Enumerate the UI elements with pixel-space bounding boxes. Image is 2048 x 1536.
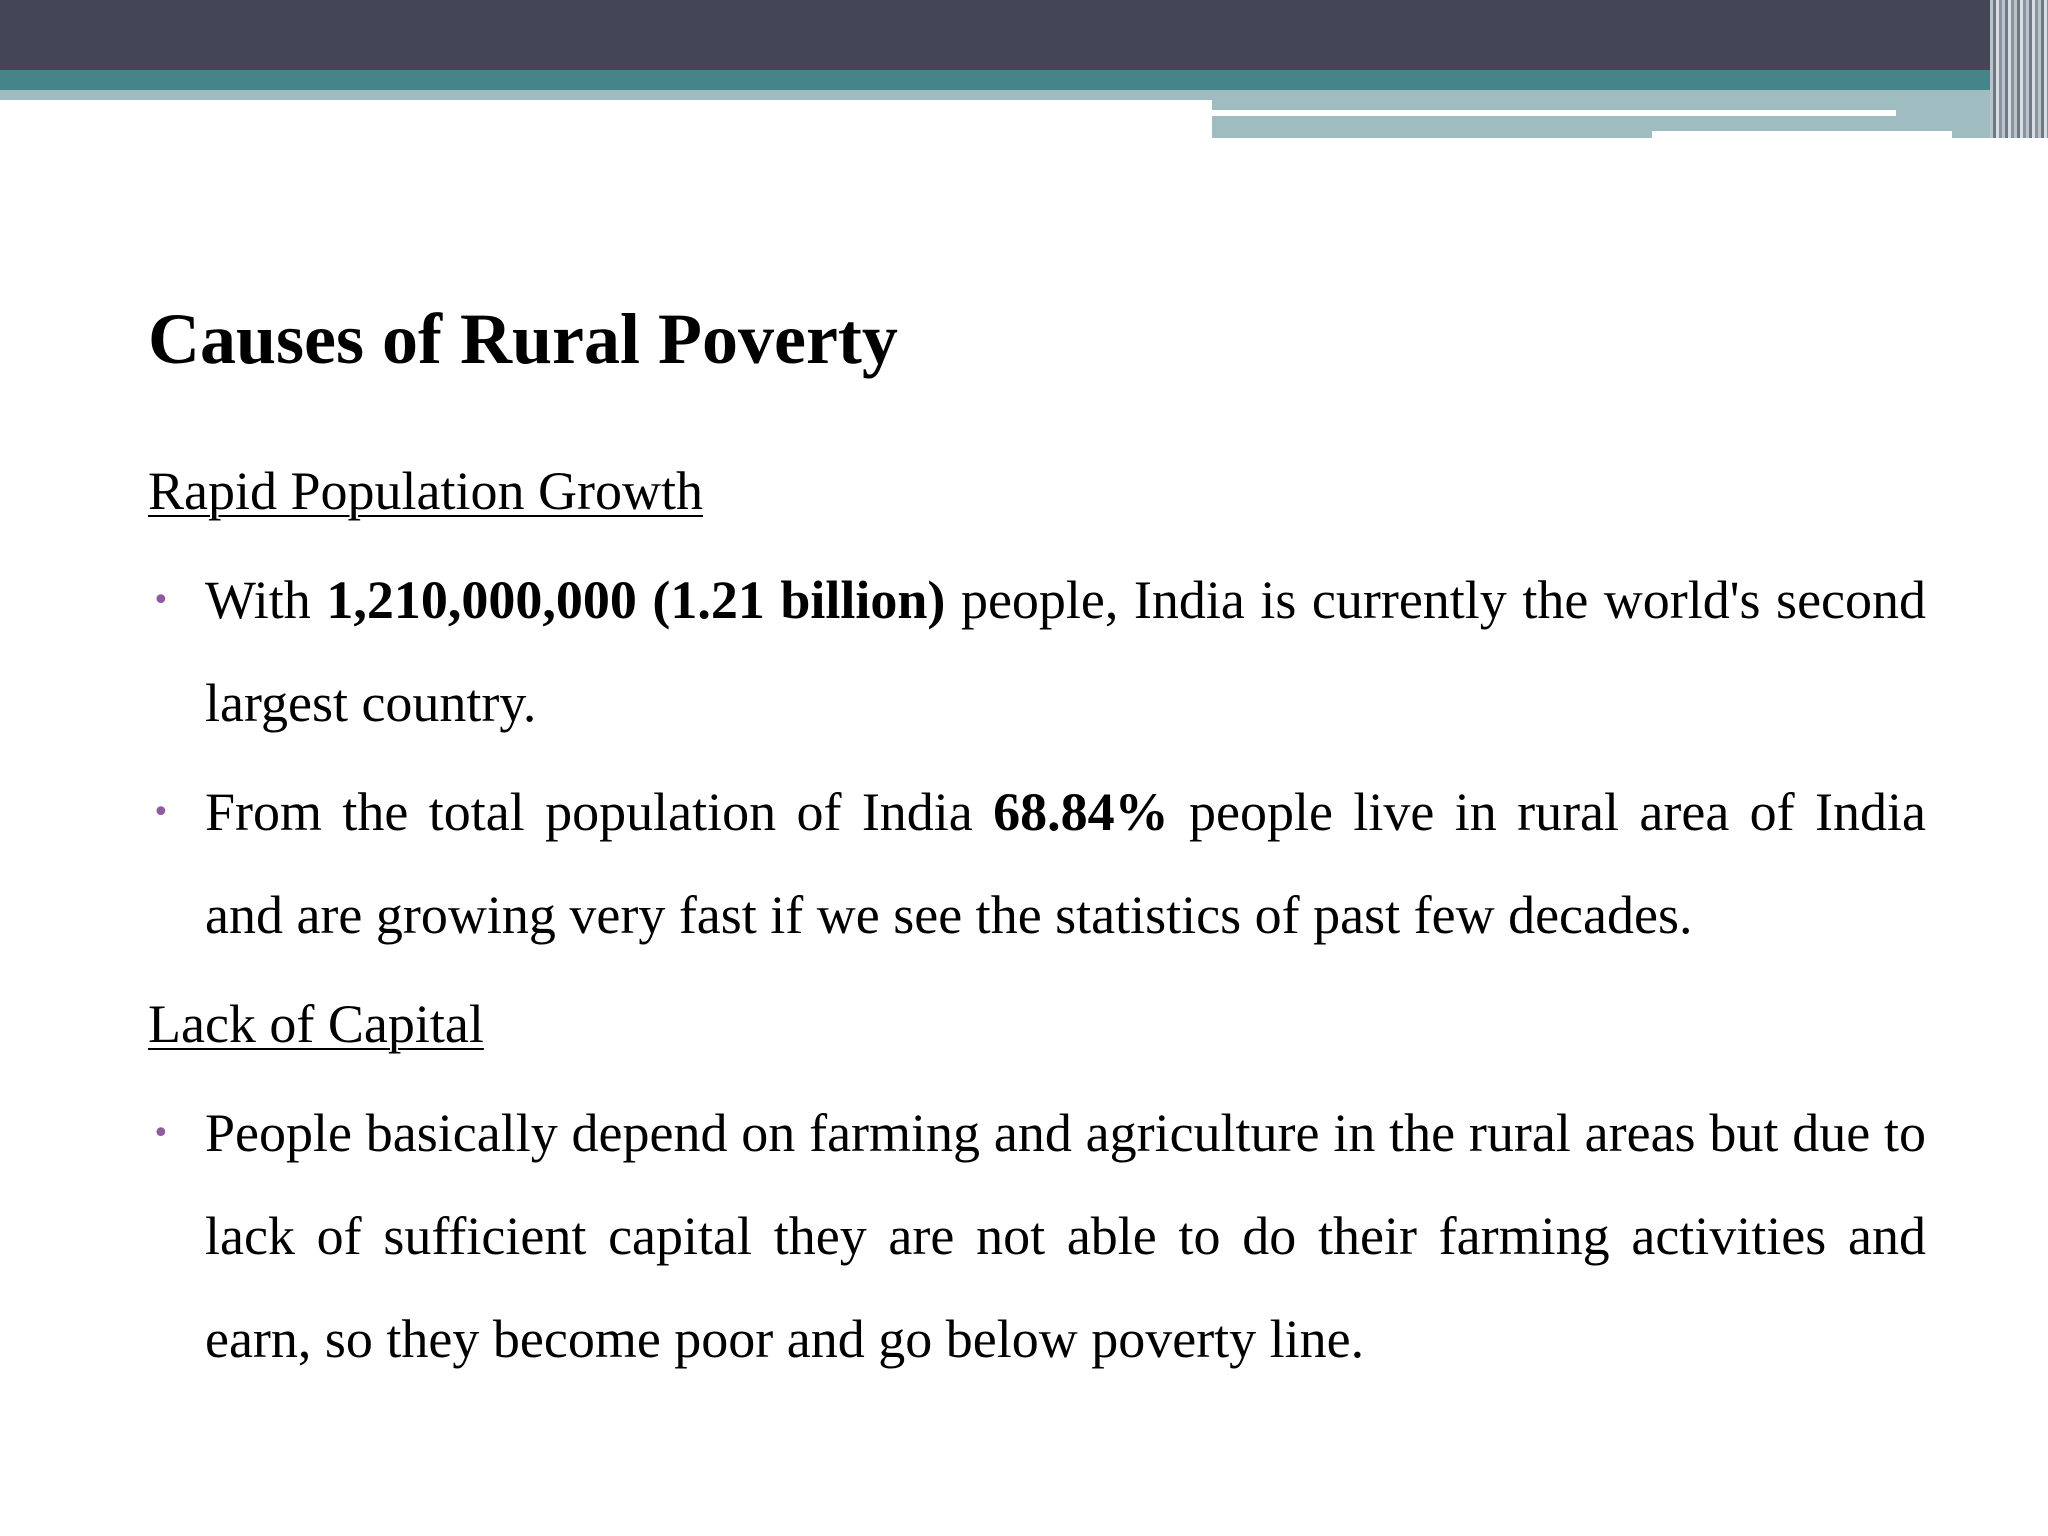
slide-title: Causes of Rural Poverty — [148, 299, 898, 379]
header-stripes — [1990, 0, 2048, 138]
bullet-text-part: From the total population of India — [205, 782, 994, 842]
header-band-dark — [0, 0, 2048, 70]
bullet-text-bold: 68.84% — [993, 782, 1169, 842]
bullet-capital — [148, 1082, 1926, 1391]
bullet-text-part: people live in rural area of India and are growing very fast if we see the statistics of past few decades. — [205, 782, 1926, 945]
bullet-dot-icon: • — [152, 583, 170, 618]
bullet-text-bold: 1,210,000,000 (1.21 billion) — [326, 570, 946, 630]
slide-content — [148, 440, 1926, 1397]
header-band-teal — [0, 70, 2048, 90]
bullet-dot-icon: • — [152, 1116, 170, 1151]
header-accent-line — [1212, 110, 1896, 116]
bullet-rural-share — [148, 761, 1926, 967]
bullet-text-part: people, India is currently the world's second largest country. — [205, 570, 1927, 733]
header-band-light-left — [0, 90, 1212, 100]
section-heading-population: Rapid Population Growth — [148, 461, 703, 521]
section-heading-capital: Lack of Capital — [148, 994, 484, 1054]
bullet-text: People basically depend on farming and agriculture in the rural areas but due to lack of sufficient capital they are not able to do their farming activities and earn, so they become poor and go below poverty line. — [205, 1103, 1926, 1369]
bullet-text-part: With — [205, 570, 327, 630]
bullet-dot-icon: • — [152, 795, 170, 830]
header-accent-line-short — [1652, 131, 1952, 138]
bullet-population-size — [148, 549, 1926, 755]
